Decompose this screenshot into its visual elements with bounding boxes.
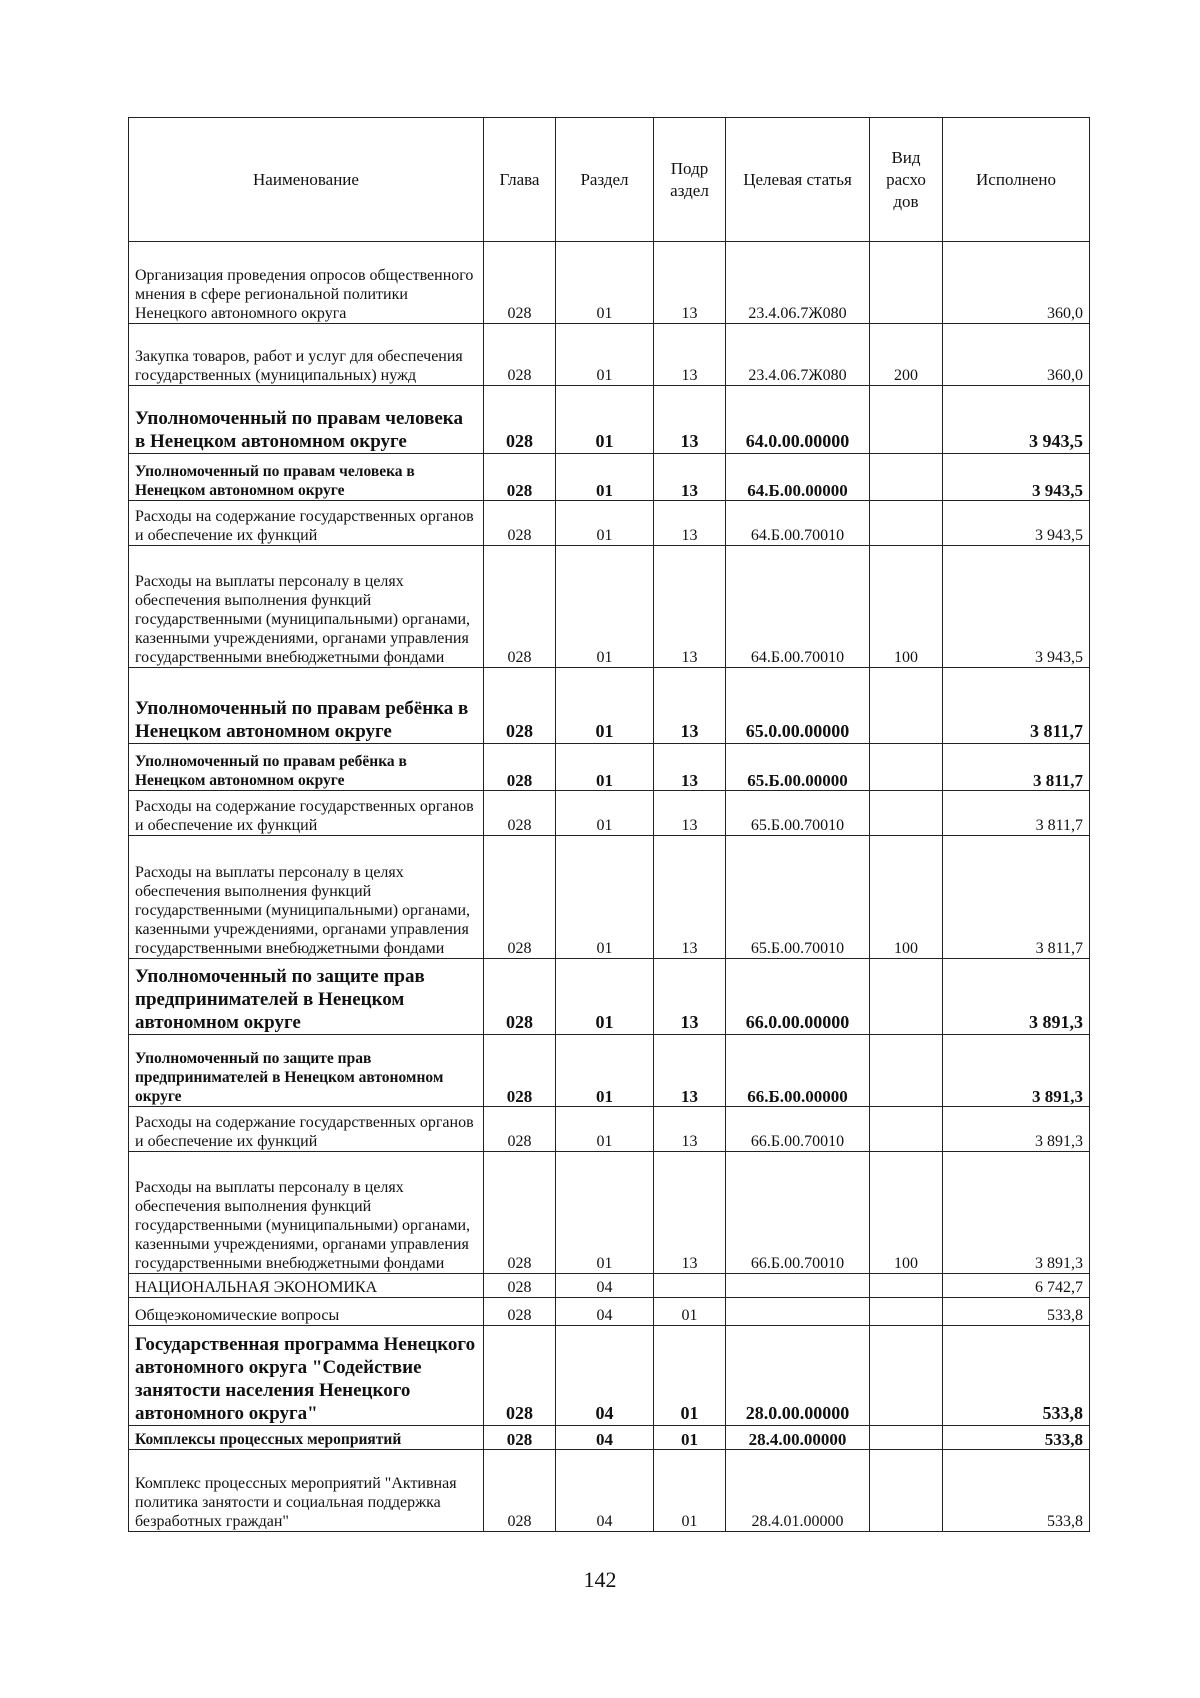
row-name: Расходы на выплаты персоналу в целях обеспечения выполнения функций государственными (муниципальными) органами, казенными учреждениями, органами управления государственными внебюджетными фондами	[129, 1152, 484, 1274]
row-celevaya: 65.Б.00.70010	[726, 836, 870, 959]
header-glava: Глава	[484, 118, 556, 242]
row-celevaya: 23.4.06.7Ж080	[726, 242, 870, 324]
row-ispolneno: 3 811,7	[943, 668, 1090, 744]
row-razdel: 01	[556, 242, 654, 324]
row-celevaya: 66.Б.00.00000	[726, 1035, 870, 1107]
row-name: Государственная программа Ненецкого автономного округа "Содействие занятости населения Ненецкого автономного округа"	[129, 1326, 484, 1426]
row-glava: 028	[484, 501, 556, 546]
row-ispolneno: 3 943,5	[943, 386, 1090, 454]
table-row	[129, 959, 1090, 1035]
row-razdel: 01	[556, 324, 654, 386]
row-vid	[870, 1274, 943, 1298]
row-glava: 028	[484, 242, 556, 324]
table-row	[129, 386, 1090, 454]
row-celevaya: 23.4.06.7Ж080	[726, 324, 870, 386]
row-glava: 028	[484, 668, 556, 744]
row-vid	[870, 386, 943, 454]
row-glava: 028	[484, 1298, 556, 1326]
row-ispolneno: 3 943,5	[943, 454, 1090, 501]
row-name: Расходы на выплаты персоналу в целях обеспечения выполнения функций государственными (муниципальными) органами, казенными учреждениями, органами управления государственными внебюджетными фондами	[129, 546, 484, 668]
row-podrazdel: 13	[654, 668, 726, 744]
row-ispolneno: 360,0	[943, 242, 1090, 324]
table-row	[129, 1298, 1090, 1326]
table-row	[129, 324, 1090, 386]
table-row	[129, 1426, 1090, 1450]
row-podrazdel	[654, 1274, 726, 1298]
row-razdel: 01	[556, 546, 654, 668]
row-glava: 028	[484, 1426, 556, 1450]
row-name: Уполномоченный по правам человека в Ненецком автономном округе	[129, 386, 484, 454]
row-ispolneno: 3 943,5	[943, 501, 1090, 546]
table-row	[129, 454, 1090, 501]
row-razdel: 01	[556, 744, 654, 791]
row-glava: 028	[484, 1035, 556, 1107]
header-razdel: Раздел	[556, 118, 654, 242]
row-vid	[870, 791, 943, 836]
row-vid: 200	[870, 324, 943, 386]
row-ispolneno: 360,0	[943, 324, 1090, 386]
row-ispolneno: 3 891,3	[943, 959, 1090, 1035]
row-glava: 028	[484, 1274, 556, 1298]
table-row	[129, 668, 1090, 744]
row-celevaya: 65.Б.00.00000	[726, 744, 870, 791]
row-razdel: 01	[556, 836, 654, 959]
row-podrazdel: 01	[654, 1426, 726, 1450]
row-podrazdel: 13	[654, 1107, 726, 1152]
table-row	[129, 1274, 1090, 1298]
row-razdel: 01	[556, 454, 654, 501]
row-ispolneno: 3 891,3	[943, 1035, 1090, 1107]
row-podrazdel: 01	[654, 1450, 726, 1532]
header-podrazdel: Подр аздел	[654, 118, 726, 242]
table-row	[129, 546, 1090, 668]
row-name: Расходы на выплаты персоналу в целях обеспечения выполнения функций государственными (муниципальными) органами, казенными учреждениями, органами управления государственными внебюджетными фондами	[129, 836, 484, 959]
row-glava: 028	[484, 1326, 556, 1426]
row-glava: 028	[484, 1450, 556, 1532]
row-glava: 028	[484, 386, 556, 454]
table-row	[129, 1107, 1090, 1152]
row-name: Расходы на содержание государственных органов и обеспечение их функций	[129, 1107, 484, 1152]
row-vid: 100	[870, 1152, 943, 1274]
row-celevaya: 28.0.00.00000	[726, 1326, 870, 1426]
row-vid	[870, 1298, 943, 1326]
table-row	[129, 501, 1090, 546]
table-header-row	[129, 118, 1090, 242]
row-vid	[870, 668, 943, 744]
table-row	[129, 744, 1090, 791]
table-row	[129, 836, 1090, 959]
row-razdel: 01	[556, 501, 654, 546]
row-celevaya: 64.Б.00.00000	[726, 454, 870, 501]
row-name: Уполномоченный по правам человека в Ненецком автономном округе	[129, 454, 484, 501]
row-celevaya: 65.Б.00.70010	[726, 791, 870, 836]
row-vid	[870, 1035, 943, 1107]
row-razdel: 04	[556, 1326, 654, 1426]
row-podrazdel: 13	[654, 1035, 726, 1107]
row-name: Организация проведения опросов общественного мнения в сфере региональной политики Ненецкого автономного округа	[129, 242, 484, 324]
row-ispolneno: 3 811,7	[943, 836, 1090, 959]
row-vid	[870, 1326, 943, 1426]
row-vid	[870, 1107, 943, 1152]
row-vid	[870, 959, 943, 1035]
row-podrazdel: 13	[654, 959, 726, 1035]
row-podrazdel: 13	[654, 744, 726, 791]
row-razdel: 04	[556, 1274, 654, 1298]
table-row	[129, 1035, 1090, 1107]
row-celevaya: 66.Б.00.70010	[726, 1107, 870, 1152]
row-vid: 100	[870, 836, 943, 959]
table-row	[129, 242, 1090, 324]
row-celevaya: 64.Б.00.70010	[726, 501, 870, 546]
row-podrazdel: 13	[654, 1152, 726, 1274]
row-vid	[870, 744, 943, 791]
row-name: Уполномоченный по правам ребёнка в Ненецком автономном округе	[129, 668, 484, 744]
table-row	[129, 1152, 1090, 1274]
row-celevaya: 65.0.00.00000	[726, 668, 870, 744]
row-glava: 028	[484, 324, 556, 386]
row-vid: 100	[870, 546, 943, 668]
row-name: Уполномоченный по правам ребёнка в Ненецком автономном округе	[129, 744, 484, 791]
row-name: Уполномоченный по защите прав предпринимателей в Ненецком автономном округе	[129, 959, 484, 1035]
row-name: НАЦИОНАЛЬНАЯ ЭКОНОМИКА	[129, 1274, 484, 1298]
row-glava: 028	[484, 791, 556, 836]
row-podrazdel: 13	[654, 386, 726, 454]
row-ispolneno: 3 811,7	[943, 791, 1090, 836]
row-vid	[870, 454, 943, 501]
row-ispolneno: 6 742,7	[943, 1274, 1090, 1298]
row-ispolneno: 533,8	[943, 1426, 1090, 1450]
row-glava: 028	[484, 454, 556, 501]
row-celevaya: 28.4.01.00000	[726, 1450, 870, 1532]
row-vid	[870, 1450, 943, 1532]
row-podrazdel: 13	[654, 454, 726, 501]
header-vid: Вид расхо дов	[870, 118, 943, 242]
row-name: Закупка товаров, работ и услуг для обеспечения государственных (муниципальных) нужд	[129, 324, 484, 386]
row-podrazdel: 13	[654, 791, 726, 836]
table-row	[129, 1450, 1090, 1532]
row-razdel: 04	[556, 1450, 654, 1532]
row-glava: 028	[484, 836, 556, 959]
row-razdel: 04	[556, 1298, 654, 1326]
row-glava: 028	[484, 959, 556, 1035]
table-row	[129, 791, 1090, 836]
row-glava: 028	[484, 1107, 556, 1152]
row-ispolneno: 533,8	[943, 1326, 1090, 1426]
row-celevaya: 64.0.00.00000	[726, 386, 870, 454]
budget-table	[128, 117, 1090, 1532]
row-name: Комплекс процессных мероприятий "Активная политика занятости и социальная поддержка безработных граждан"	[129, 1450, 484, 1532]
row-name: Расходы на содержание государственных органов и обеспечение их функций	[129, 791, 484, 836]
row-ispolneno: 533,8	[943, 1450, 1090, 1532]
page-number: 142	[583, 1567, 617, 1592]
row-podrazdel: 13	[654, 836, 726, 959]
row-podrazdel: 01	[654, 1326, 726, 1426]
row-celevaya: 28.4.00.00000	[726, 1426, 870, 1450]
row-ispolneno: 3 943,5	[943, 546, 1090, 668]
row-glava: 028	[484, 1152, 556, 1274]
row-name: Уполномоченный по защите прав предпринимателей в Ненецком автономном округе	[129, 1035, 484, 1107]
row-glava: 028	[484, 744, 556, 791]
row-ispolneno: 3 811,7	[943, 744, 1090, 791]
row-name: Общеэкономические вопросы	[129, 1298, 484, 1326]
header-celevaya: Целевая статья	[726, 118, 870, 242]
row-podrazdel: 13	[654, 324, 726, 386]
row-ispolneno: 3 891,3	[943, 1107, 1090, 1152]
row-podrazdel: 13	[654, 546, 726, 668]
row-name: Комплексы процессных мероприятий	[129, 1426, 484, 1450]
row-vid	[870, 1426, 943, 1450]
row-razdel: 01	[556, 791, 654, 836]
row-podrazdel: 01	[654, 1298, 726, 1326]
row-ispolneno: 3 891,3	[943, 1152, 1090, 1274]
row-celevaya	[726, 1298, 870, 1326]
row-podrazdel: 13	[654, 501, 726, 546]
row-razdel: 04	[556, 1426, 654, 1450]
row-razdel: 01	[556, 1035, 654, 1107]
row-name: Расходы на содержание государственных органов и обеспечение их функций	[129, 501, 484, 546]
row-vid	[870, 242, 943, 324]
row-razdel: 01	[556, 1107, 654, 1152]
row-celevaya	[726, 1274, 870, 1298]
row-razdel: 01	[556, 386, 654, 454]
row-podrazdel: 13	[654, 242, 726, 324]
header-ispolneno: Исполнено	[943, 118, 1090, 242]
table-row	[129, 1326, 1090, 1426]
row-razdel: 01	[556, 959, 654, 1035]
row-vid	[870, 501, 943, 546]
row-razdel: 01	[556, 1152, 654, 1274]
row-razdel: 01	[556, 668, 654, 744]
row-ispolneno: 533,8	[943, 1298, 1090, 1326]
row-celevaya: 64.Б.00.70010	[726, 546, 870, 668]
row-celevaya: 66.0.00.00000	[726, 959, 870, 1035]
header-name: Наименование	[129, 118, 484, 242]
row-celevaya: 66.Б.00.70010	[726, 1152, 870, 1274]
row-glava: 028	[484, 546, 556, 668]
